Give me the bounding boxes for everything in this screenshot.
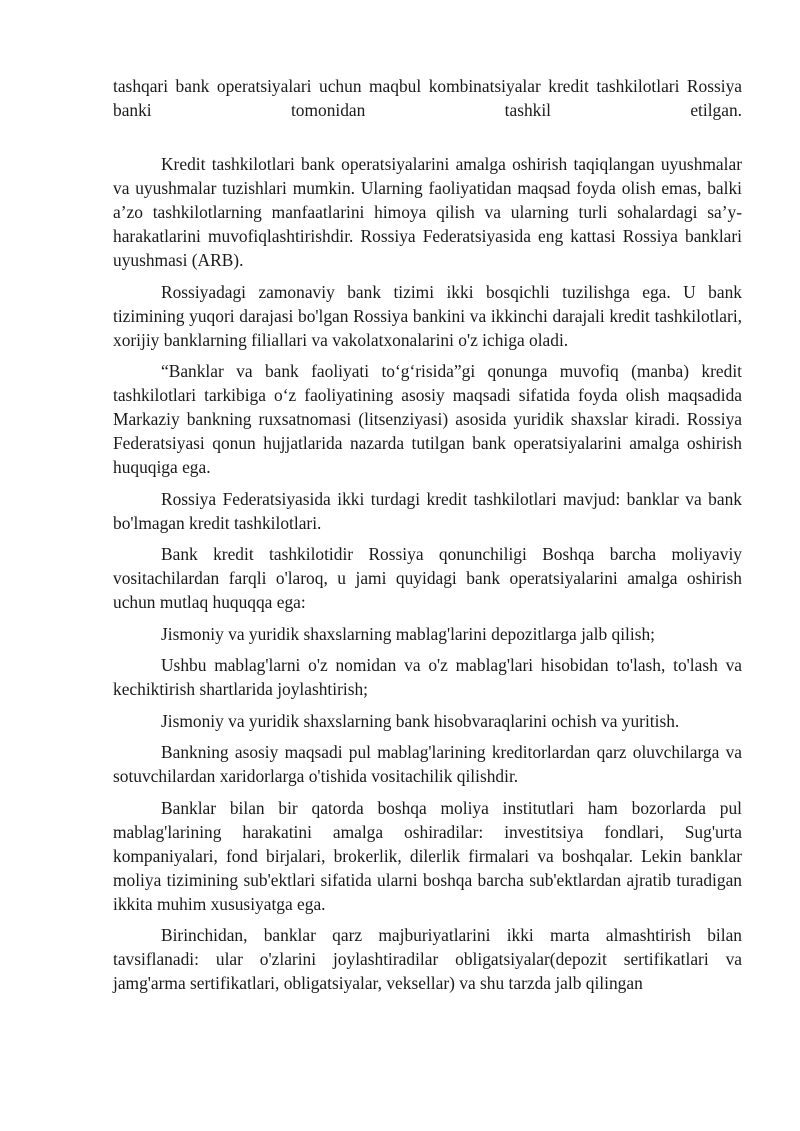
paragraph-associations: Kredit tashkilotlari bank operatsiyalarini amalga oshirish taqiqlangan uyushmalar va uyushmalar tuzishlari mumkin. Ularning faoliyatidan maqsad foyda olish emas, balki a’zo tashkilotlarning manfaatlarini himoya qilish va ularning turli sohalardagi sa’y-harakatlarini muvofiqlashtirishdir. Rossiya Federatsiyasida eng kattasi Rossiya banklari uyushmasi (ARB).: [113, 154, 742, 270]
paragraph-two-tier-system: Rossiyadagi zamonaviy bank tizimi ikki bosqichli tuzilishga ega. U bank tizimining yuqori darajasi bo'lgan Rossiya bankini va ikkinchi darajali kredit tashkilotlari, xorijiy banklarning filiallari va vakolatxonalarini o'z ichiga oladi.: [113, 281, 742, 350]
paragraph-operation-accounts: Jismoniy va yuridik shaxslarning bank hisobvaraqlarini ochish va yuritish.: [161, 710, 680, 731]
paragraph-financial-institutions: Banklar bilan bir qatorda boshqa moliya institutlari ham bozorlarda pul mablag'larining harakatini amalga oshiradilar: investitsiya fondlari, Sug'urta kompaniyalari, fond birjalari, brokerlik, dilerlik firmalari va boshqalar. Lekin banklar moliya tizimining sub'ektlari sifatida ularni boshqa barcha sub'ektlardan ajratib turadigan ikkita muhim xususiyatga ega.: [113, 797, 742, 914]
paragraph-operation-deposits: Jismoniy va yuridik shaxslarning mablag'larini depozitlarga jalb qilish;: [161, 623, 656, 644]
document-body: [113, 74, 742, 1003]
paragraph-operation-placement: Ushbu mablag'larni o'z nomidan va o'z mablag'lari hisobidan to'lash, to'lash va kechiktirish shartlarida joylashtirish;: [113, 655, 742, 699]
paragraph-bank-definition: Bank kredit tashkilotidir Rossiya qonunchiligi Boshqa barcha moliyaviy vositachilardan farqli o'laroq, u jami quyidagi bank operatsiyalarini amalga oshirish uchun mutlaq huquqqa ega:: [113, 544, 742, 612]
paragraph-bank-purpose: Bankning asosiy maqsadi pul mablag'larining kreditorlardan qarz oluvchilarga va sotuvchilardan xaridorlarga o'tishida vositachilik qilishdir.: [113, 742, 742, 786]
paragraph-credit-types: Rossiya Federatsiyasida ikki turdagi kredit tashkilotlari mavjud: banklar va bank bo'lmagan kredit tashkilotlari.: [113, 488, 742, 533]
paragraph-banking-law: “Banklar va bank faoliyati to‘g‘risida”gi qonunga muvofiq (manba) kredit tashkilotlari tarkibiga o‘z faoliyatining asosiy maqsadi sifatida foyda olish maqsadida Markaziy bankning ruxsatnomasi (litsenziyasi) asosida yuridik shaxslar kiradi. Rossiya Federatsiyasi qonun hujjatlarida nazarda tutilgan bank operatsiyalarini amalga oshirish huquqiga ega.: [113, 361, 742, 477]
paragraph-continuation: tashqari bank operatsiyalari uchun maqbul kombinatsiyalar kredit tashkilotlari Rossiya banki tomonidan tashkil etilgan.: [113, 76, 742, 120]
paragraph-first-feature: Birinchidan, banklar qarz majburiyatlarini ikki marta almashtirish bilan tavsiflanadi: ular o'zlarini joylashtiradilar obligatsiyalar(depozit sertifikatlari va jamg'arma sertifikatlari, obligatsiyalar, veksellar) va shu tarzda jalb qilingan: [113, 925, 742, 993]
